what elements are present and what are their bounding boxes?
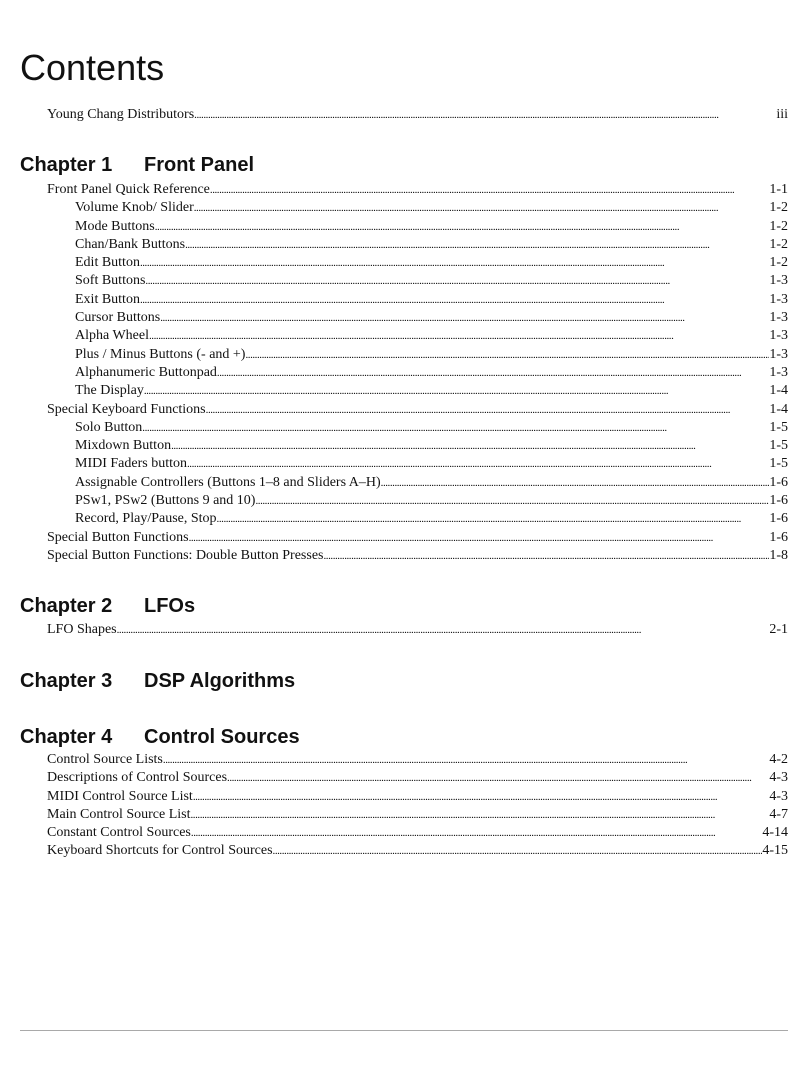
toc-entry-page: 1-5 [769,438,788,454]
toc-entry[interactable] [47,106,788,124]
chapter-heading[interactable] [20,152,254,178]
dot-leader [193,788,770,806]
toc-entry-page: 2-1 [769,622,788,637]
toc-entry-title: Special Keyboard Functions [47,401,206,417]
dot-leader [381,474,770,492]
toc-entry-title: PSw1, PSw2 (Buttons 9 and 10) [75,493,256,509]
toc-entry-page: 1-5 [769,419,788,435]
toc-entry-title: Main Control Source List [47,806,191,822]
toc-entry-page: 1-8 [769,547,788,563]
toc-entry-page: 1-1 [769,182,788,197]
toc-entry[interactable] [47,824,788,842]
dot-leader [155,218,770,236]
toc-entry-title: Record, Play/Pause, Stop [75,511,217,527]
toc-entry-title: Solo Button [75,419,143,435]
toc-entry[interactable] [75,199,788,217]
toc-entry-page: iii [776,107,788,122]
dot-leader [160,309,769,327]
toc-entry-title: Young Chang Distributors [47,107,195,122]
toc-entry[interactable] [75,309,788,327]
dot-leader [191,806,770,824]
chapter-number: Chapter 2 [20,595,113,617]
dot-leader [194,106,776,124]
chapter-name: Control Sources [144,726,300,748]
chapter-name: LFOs [144,595,196,617]
toc-entry-title: MIDI Faders button [75,456,187,472]
toc-entry-title: Chan/Bank Buttons [75,236,186,252]
toc-entry-page: 1-2 [769,218,788,234]
toc-entry-title: Special Button Functions: Double Button Presses [47,547,324,563]
dot-leader [149,327,769,345]
toc-entry-page: 1-3 [769,328,788,344]
toc-entry[interactable] [75,218,788,236]
toc-entry[interactable] [75,236,788,254]
toc-entry[interactable] [47,769,788,787]
dot-leader [140,291,769,309]
toc-entry-page: 1-4 [769,383,788,399]
dot-leader [273,842,763,860]
toc-entry[interactable] [47,842,788,860]
toc-entry[interactable] [75,455,788,473]
toc-entry-page: 4-2 [769,752,788,767]
toc-entry-list [0,621,808,639]
toc-entry[interactable] [75,291,788,309]
dot-leader [206,401,770,419]
toc-entry-page: 1-6 [769,511,788,527]
dot-leader [217,510,770,528]
toc-entry-title: Special Button Functions [47,529,189,545]
chapter-number: Chapter 1 [20,154,113,176]
toc-entry-list [0,751,808,861]
chapter-number: Chapter 4 [20,726,113,748]
toc-entry-page: 1-4 [769,401,788,417]
toc-entry-page: 4-3 [769,770,788,786]
dot-leader [191,824,762,842]
toc-entry-title: Descriptions of Control Sources [47,770,228,786]
toc-entry[interactable] [75,327,788,345]
chapter-heading[interactable] [20,668,295,694]
toc-entry-title: Edit Button [75,255,140,271]
toc-entry[interactable] [75,437,788,455]
dot-leader [163,751,769,769]
toc-entry-list [0,106,808,124]
toc-entry[interactable] [47,401,788,419]
dot-leader [171,437,769,455]
page-title: Contents [20,47,165,88]
toc-entry-page: 4-15 [762,843,788,859]
toc-entry[interactable] [75,492,788,510]
toc-entry-title: LFO Shapes [47,622,117,637]
toc-entry-title: Cursor Buttons [75,310,161,326]
toc-entry[interactable] [75,272,788,290]
dot-leader [245,346,769,364]
toc-entry-page: 1-3 [769,310,788,326]
toc-entry-title: Assignable Controllers (Buttons 1–8 and Sliders A–H) [75,474,381,490]
toc-entry-page: 4-14 [762,825,788,841]
chapter-heading[interactable] [20,593,195,619]
dot-leader [142,419,769,437]
toc-entry[interactable] [75,346,788,364]
toc-entry-page: 1-2 [769,236,788,252]
dot-leader [217,364,769,382]
toc-entry-title: Control Source Lists [47,752,163,767]
toc-entry-page: 1-2 [769,200,788,216]
toc-entry-page: 4-7 [769,806,788,822]
toc-entry-page: 1-3 [769,291,788,307]
toc-entry-title: Exit Button [75,291,140,307]
toc-entry[interactable] [75,474,788,492]
toc-entry-title: Soft Buttons [75,273,146,289]
toc-entry-page: 4-3 [769,788,788,804]
dot-leader [185,236,769,254]
toc-entry-title: Alpha Wheel [75,328,149,344]
toc-entry-page: 1-6 [769,474,788,490]
toc-entry-page: 1-6 [769,529,788,545]
dot-leader [189,529,770,547]
toc-entry-title: Mode Buttons [75,218,155,234]
toc-entry[interactable] [47,788,788,806]
dot-leader [145,272,769,290]
toc-entry-page: 1-2 [769,255,788,271]
toc-entry[interactable] [47,547,788,565]
toc-entry-page: 1-6 [769,493,788,509]
dot-leader [140,254,769,272]
toc-entry[interactable] [47,751,788,769]
toc-entry-page: 1-3 [769,364,788,380]
toc-entry[interactable] [47,806,788,824]
toc-entry-list [0,181,808,565]
toc-entry-page: 1-3 [769,346,788,362]
dot-leader [187,455,769,473]
toc-entry-page: 1-3 [769,273,788,289]
dot-leader [144,382,770,400]
toc-entry[interactable] [75,419,788,437]
dot-leader [324,547,770,565]
toc-entry-title: Volume Knob/ Slider [75,200,194,216]
toc-entry[interactable] [75,254,788,272]
toc-entry[interactable] [47,181,788,199]
toc-entry[interactable] [75,382,788,400]
dot-leader [210,181,769,199]
footer-rule [20,1030,788,1031]
toc-entry-title: Plus / Minus Buttons (- and +) [75,346,246,362]
chapter-name: DSP Algorithms [144,670,296,692]
toc-entry[interactable] [47,621,788,639]
dot-leader [227,769,769,787]
dot-leader [194,199,770,217]
toc-entry-page: 1-5 [769,456,788,472]
chapter-heading[interactable] [20,724,300,750]
toc-entry-title: Mixdown Button [75,438,172,454]
chapter-name: Front Panel [144,154,255,176]
toc-entry[interactable] [75,510,788,528]
toc-entry-title: Alphanumeric Buttonpad [75,364,217,380]
toc-entry[interactable] [75,364,788,382]
dot-leader [117,621,770,639]
chapter-number: Chapter 3 [20,670,113,692]
toc-entry-title: MIDI Control Source List [47,788,193,804]
toc-entry-title: Front Panel Quick Reference [47,182,210,197]
toc-entry[interactable] [47,529,788,547]
dot-leader [255,492,769,510]
toc-entry-title: Constant Control Sources [47,825,191,841]
toc-entry-title: The Display [75,383,144,399]
toc-entry-title: Keyboard Shortcuts for Control Sources [47,843,273,859]
